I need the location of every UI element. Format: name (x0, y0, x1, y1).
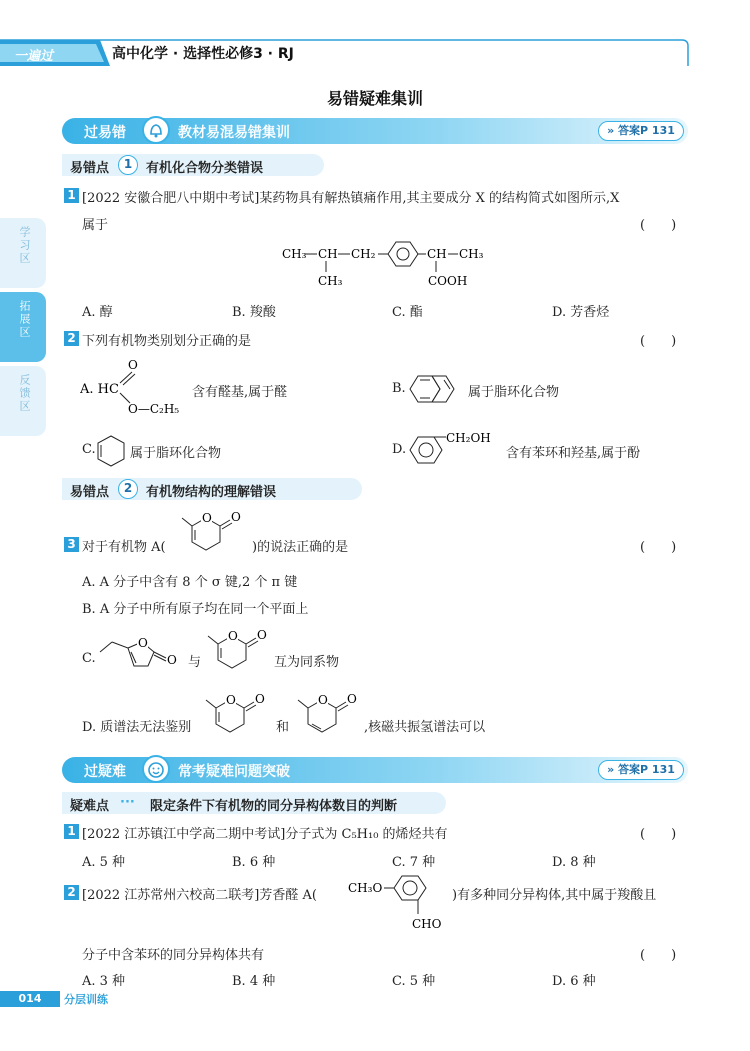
option-c[interactable]: C. 5 种 (392, 974, 436, 989)
svg-text:CH₂OH: CH₂OH (446, 431, 491, 445)
option-d[interactable]: D. 6 种 (552, 974, 596, 989)
svg-text:CH₃O: CH₃O (348, 881, 383, 895)
section-title: 常考疑难问题突破 (178, 764, 290, 780)
svg-text:CH₂: CH₂ (351, 247, 376, 261)
svg-text:A. HC: A. HC (80, 382, 119, 397)
option-c[interactable]: C. 酯 (392, 305, 423, 320)
answer-paren: ( ) (640, 334, 677, 349)
option-c-text: 属于脂环化合物 (130, 446, 222, 461)
section-banner-difficult (62, 757, 688, 783)
option-b[interactable]: B. 羧酸 (232, 305, 276, 320)
section-label: 过易错 (84, 125, 126, 141)
question-number: 1 (64, 188, 79, 203)
brand-logo: 一遍过 (14, 49, 54, 64)
question-text: [2022 安徽合肥八中期中考试]某药物具有解热镇痛作用,其主要成分 X 的结构简式如图所示,X (82, 191, 620, 206)
option-a-text: 含有醛基,属于醛 (192, 385, 288, 400)
svg-text:O: O (226, 693, 236, 707)
point-bar-2: 易错点 2 有机物结构的理解错误 (62, 478, 362, 500)
svg-text:O—C₂H₅: O—C₂H₅ (128, 402, 180, 415)
answer-paren: ( ) (640, 948, 677, 963)
section-label: 过疑难 (84, 764, 126, 780)
svg-text:CH₃: CH₃ (318, 274, 343, 288)
smiley-icon (142, 755, 170, 783)
option-b[interactable]: B. 4 种 (232, 974, 276, 989)
option-d-mid: 和 (276, 720, 290, 735)
point-bar-1: 易错点 1 有机化合物分类错误 (62, 154, 324, 176)
lactone-structure-c (198, 626, 274, 682)
question-text-cont: 属于 (82, 218, 109, 233)
svg-text:O: O (228, 629, 238, 643)
lactone-structure (172, 508, 248, 564)
svg-text:CH₃: CH₃ (282, 247, 307, 261)
svg-text:CH: CH (318, 247, 338, 261)
svg-text:COOH: COOH (428, 274, 468, 288)
option-d[interactable]: D. 芳香烃 (552, 305, 610, 320)
bell-icon (142, 116, 170, 144)
svg-text:O: O (128, 358, 138, 372)
svg-text:O: O (231, 510, 241, 524)
option-a[interactable]: A. 醇 (82, 305, 113, 320)
option-a[interactable]: A. 5 种 (82, 855, 126, 870)
option-c[interactable]: C. 7 种 (392, 855, 436, 870)
aldehyde-structure (346, 870, 456, 936)
option-a[interactable]: A. 3 种 (82, 974, 126, 989)
option-c-label[interactable]: C. (82, 442, 96, 457)
question-text: 下列有机物类别划分正确的是 (82, 334, 252, 349)
lactone-structure-d1 (196, 690, 272, 746)
option-c-mid: 与 (188, 655, 202, 670)
svg-text:O: O (202, 511, 212, 525)
option-d-label[interactable]: D. 质谱法无法鉴别 (82, 720, 192, 735)
point-bar-3: 疑难点 ··· 限定条件下有机物的同分异构体数目的判断 (62, 792, 446, 814)
ester-structure[interactable] (80, 355, 190, 415)
svg-text:CHO: CHO (412, 917, 442, 931)
lactone-structure-d2 (288, 690, 364, 746)
question-text: [2022 江苏常州六校高二联考]芳香醛 A( (82, 888, 317, 903)
side-tab-expand[interactable]: 拓展区 (0, 292, 46, 362)
naphthalene-structure (406, 372, 462, 406)
question-number: 2 (64, 331, 79, 346)
option-b-text: 属于脂环化合物 (468, 385, 560, 400)
option-c-label[interactable]: C. (82, 651, 96, 666)
question-number: 2 (64, 885, 79, 900)
answer-page-link[interactable]: » 答案P 131 (598, 760, 684, 780)
page-number: 014 (0, 991, 60, 1007)
answer-paren: ( ) (640, 827, 677, 842)
side-tab-study[interactable]: 学习区 (0, 218, 46, 288)
option-d[interactable]: D. 8 种 (552, 855, 596, 870)
footer-label: 分层训练 (64, 993, 108, 1006)
benzyl-alcohol-structure (406, 428, 506, 468)
option-b[interactable]: B. 6 种 (232, 855, 276, 870)
header-bar (0, 38, 690, 68)
question-number: 3 (64, 537, 79, 552)
option-a[interactable]: A. A 分子中含有 8 个 σ 键,2 个 π 键 (82, 575, 298, 590)
option-d-label[interactable]: D. (392, 442, 407, 457)
ibuprofen-structure (280, 232, 500, 292)
option-c-end: 互为同系物 (274, 655, 340, 670)
furanone-structure (94, 632, 190, 680)
question-text: 对于有机物 A( (82, 540, 166, 555)
question-number: 1 (64, 824, 79, 839)
svg-text:O: O (167, 653, 177, 667)
svg-text:O: O (255, 692, 265, 706)
answer-paren: ( ) (640, 218, 677, 233)
question-text-cont: 分子中含苯环的同分异构体共有 (82, 948, 265, 963)
svg-text:O: O (257, 628, 267, 642)
option-b[interactable]: B. A 分子中所有原子均在同一个平面上 (82, 602, 309, 617)
question-text-end: )有多种同分异构体,其中属于羧酸且 (452, 888, 657, 903)
header-title: 高中化学 · 选择性必修3 · RJ (112, 46, 294, 62)
answer-paren: ( ) (640, 540, 677, 555)
option-d-end: ,核磁共振氢谱法可以 (364, 720, 486, 735)
answer-page-link[interactable]: » 答案P 131 (598, 121, 684, 141)
section-banner-mistakes (62, 118, 688, 144)
question-text: [2022 江苏镇江中学高二期中考试]分子式为 C₅H₁₀ 的烯烃共有 (82, 827, 448, 842)
question-text-end: )的说法正确的是 (252, 540, 349, 555)
side-tab-feedback[interactable]: 反馈区 (0, 366, 46, 436)
option-b-label[interactable]: B. (392, 381, 406, 396)
svg-text:O: O (138, 636, 148, 650)
option-d-text: 含有苯环和羟基,属于酚 (506, 446, 641, 461)
cyclohexene-structure (96, 434, 126, 468)
svg-text:CH₃: CH₃ (459, 247, 484, 261)
svg-text:O: O (347, 692, 357, 706)
svg-text:O: O (318, 693, 328, 707)
svg-text:CH: CH (427, 247, 447, 261)
page-title: 易错疑难集训 (326, 89, 423, 108)
section-title: 教材易混易错集训 (178, 125, 290, 141)
